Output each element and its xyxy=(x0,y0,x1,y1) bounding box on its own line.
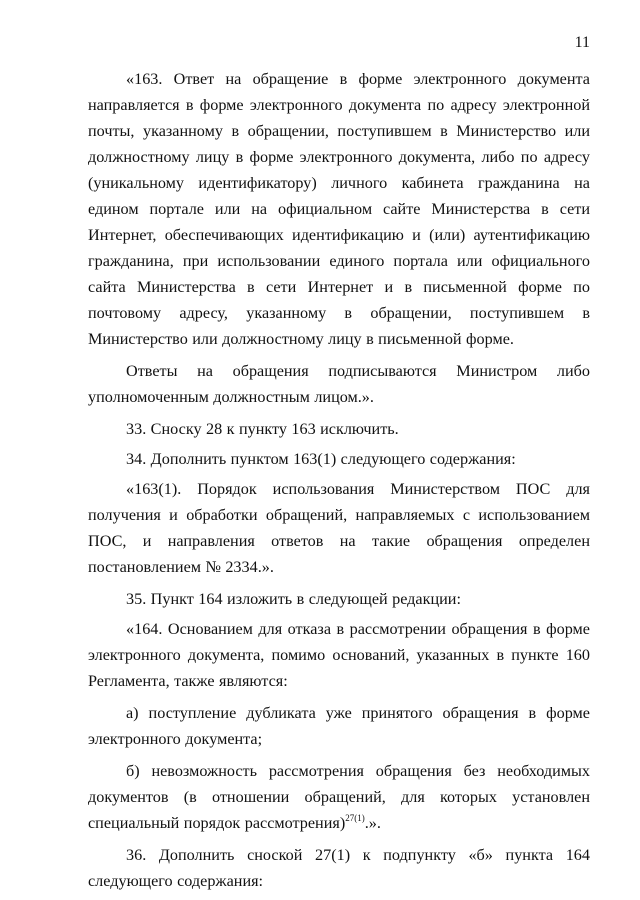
paragraph-164-b xyxy=(88,758,590,836)
paragraph-signature-note: Ответы на обращения подписываются Министром либо уполномоченным должностным лицом.». xyxy=(88,362,590,406)
paragraph-163-1: «163(1). Порядок использования Министерством ПОС для получения и обработки обращений, направляемых с использованием ПОС, и направления ответов на такие обращения определен постановлением № 2334.». xyxy=(88,480,590,576)
footnote-ref: 27(1) xyxy=(345,813,365,823)
paragraph-164-a: а) поступление дубликата уже принятого обращения в форме электронного документа; xyxy=(88,704,590,748)
document-body xyxy=(88,66,590,900)
page-number: 11 xyxy=(574,34,590,51)
paragraph-item-33: 33. Сноску 28 к пункту 163 исключить. xyxy=(126,420,399,438)
paragraph-164-b-text: б) невозможность рассмотрения обращения без необходимых документов (в отношении обращений, для которых установлен специальный порядок рассмотрения) xyxy=(88,762,590,832)
paragraph-item-34: 34. Дополнить пунктом 163(1) следующего содержания: xyxy=(126,450,516,468)
paragraph-163: «163. Ответ на обращение в форме электронного документа направляется в форме электронного документа по адресу электронной почты, указанному в обращении, поступившем в Министерство или должностному лицу в форме электронного документа, либо по адресу (уникальному идентификатору) личного кабинета гражданина на едином портале или на официальном сайте Министерства в сети Интернет, обеспечивающих идентификацию и (или) аутентификацию гражданина, при использовании единого портала или официального сайта Министерства в сети Интернет и в письменной форме по почтовому адресу, указанному в обращении, поступившем в Министерство или должностному лицу в письменной форме. xyxy=(88,70,590,348)
paragraph-164-b-tail: .». xyxy=(364,814,381,832)
paragraph-item-35: 35. Пункт 164 изложить в следующей редакции: xyxy=(126,590,461,608)
paragraph-item-36: 36. Дополнить сноской 27(1) к подпункту «б» пункта 164 следующего содержания: xyxy=(88,846,590,890)
paragraph-164: «164. Основанием для отказа в рассмотрении обращения в форме электронного документа, помимо оснований, указанных в пункте 160 Регламента, также являются: xyxy=(88,620,590,690)
